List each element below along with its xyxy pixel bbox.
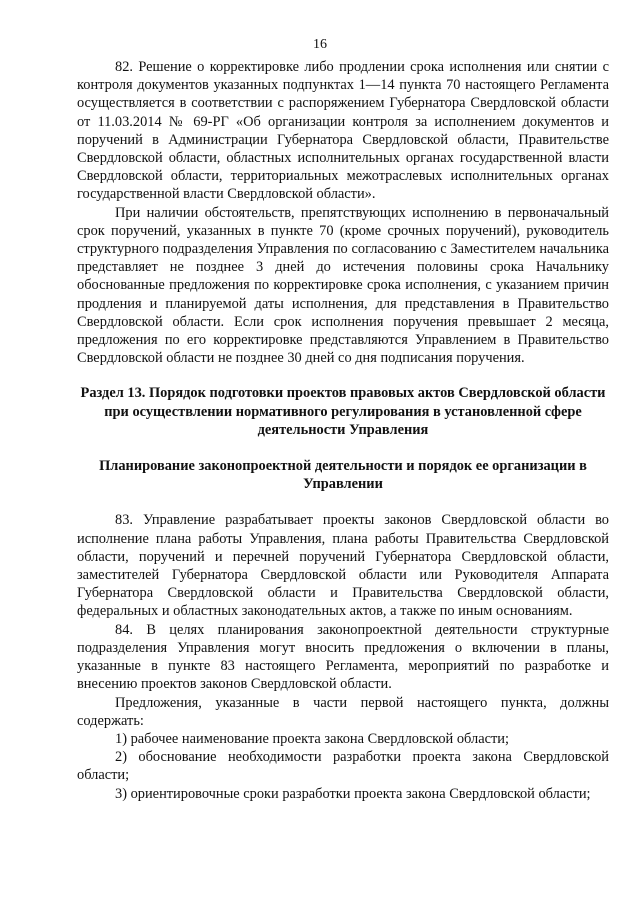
page-number: 16 <box>313 37 327 52</box>
list-item-3: 3) ориентировочные сроки разработки проекта закона Свердловской области; <box>115 785 591 802</box>
paragraph-83: 83. Управление разрабатывает проекты законов Свердловской области во исполнение плана работы Управления, плана работы Правительства Свердловской области, поручений и перечней поручений Губернатора Свердловской области, заместителей Губернатора Свердловской области или Руководителя Аппарата Губернатора Свердловской области и Правительства Свердловской области, федеральных и областных законодательных актов, а также по иным основаниям. <box>77 512 609 620</box>
section-heading: Раздел 13. Порядок подготовки проектов правовых актов Свердловской области при осуществлении нормативного регулирования в установленной сфере деятельности Управления <box>80 385 606 438</box>
document-body <box>77 58 609 803</box>
list-item-1: 1) рабочее наименование проекта закона Свердловской области; <box>115 730 509 747</box>
paragraph-82: 82. Решение о корректировке либо продлении срока исполнения или снятии с контроля документов указанных подпунктах 1—14 пункта 70 настоящего Регламента осуществляется в соответствии с распоряжением Губернатора Свердловской области от 11.03.2014 № 69-РГ «Об организации контроля за исполнением документов и поручений в Администрации Губернатора Свердловской области, Правительстве Свердловской области, областных исполнительных органах государственной власти Свердловской области, территориальных межотраслевых исполнительных органах государственной власти Свердловской области». <box>77 59 609 203</box>
paragraph-82-part-2: При наличии обстоятельств, препятствующих исполнению в первоначальный срок поручений, указанных в пункте 70 (кроме срочных поручений), руководитель структурного подразделения Управления по согласованию с Заместителем начальника представляет не позднее 3 дней до истечения половины срока Начальнику обоснованные предложения по корректировке срока исполнения, с указанием причин продления и планируемой даты исполнения, для представления в Правительство Свердловской области. Если срок исполнения поручения превышает 2 месяца, предложения по его корректировке представляются Управлением в Правительство Свердловской области не позднее 30 дней со дня подписания поручения. <box>77 204 609 367</box>
subsection-heading: Планирование законопроектной деятельности и порядок ее организации в Управлении <box>99 458 587 493</box>
paragraph-84: 84. В целях планирования законопроектной деятельности структурные подразделения Управления могут вносить предложения о включении в планы, указанные в пункте 83 настоящего Регламента, мероприятий по разработке и внесению проектов законов Свердловской области. <box>77 621 609 693</box>
list-item-2: 2) обоснование необходимости разработки проекта закона Свердловской области; <box>77 749 609 784</box>
paragraph-84-proposals: Предложения, указанные в части первой настоящего пункта, должны содержать: <box>77 694 609 729</box>
